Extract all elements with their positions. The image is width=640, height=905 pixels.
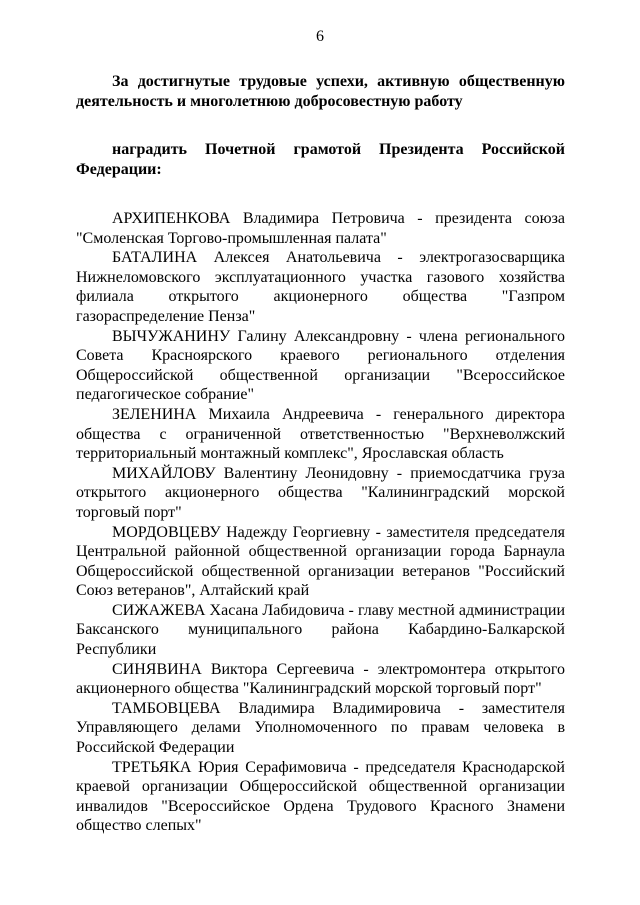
- awardee-entry: АРХИПЕНКОВА Владимира Петровича - президента союза "Смоленская Торгово-промышленная палата": [76, 210, 565, 247]
- awardee-list: [76, 209, 565, 836]
- awardee-entry: БАТАЛИНА Алексея Анатольевича - электрогазосварщика Нижнеломовского эксплуатационного участка газового хозяйства филиала открытого акционерного общества "Газпром газораспределение Пенза": [76, 249, 565, 325]
- intro-paragraph: За достигнутые трудовые успехи, активную общественную деятельность и многолетнюю добросовестную работу: [76, 73, 565, 110]
- awardee-entry: ВЫЧУЖАНИНУ Галину Александровну - члена регионального Совета Красноярского краевого регионального отделения Общероссийской общественной организации "Всероссийское педагогическое собрание": [76, 327, 565, 404]
- awardee-entry: МИХАЙЛОВУ Валентину Леонидовну - приемосдатчика груза открытого акционерного общества "Калининградский морской торговый порт": [76, 464, 565, 521]
- awardee-entry: ЗЕЛЕНИНА Михаила Андреевича - генерального директора общества с ограниченной ответственностью "Верхневолжский территориальный монтажный комплекс", Ярославская область: [76, 405, 565, 463]
- awardee-entry: МОРДОВЦЕВУ Надежду Георгиевну - заместителя председателя Центральной районной общественной организации города Барнаула Общероссийской общественной организации ветеранов "Российский Союз ветеранов", Алтайский край: [76, 523, 565, 600]
- award-paragraph: наградить Почетной грамотой Президента Российской Федерации:: [76, 141, 565, 178]
- awardee-entry: ТРЕТЬЯКА Юрия Серафимовича - председателя Краснодарской краевой организации Общероссийской общественной организации инвалидов "Всероссийское Ордена Трудового Красного Знамени общество слепых": [76, 758, 565, 835]
- awardee-entry: СИНЯВИНА Виктора Сергеевича - электромонтера открытого акционерного общества "Калининградский морской торговый порт": [76, 660, 565, 698]
- page-number: 6: [316, 28, 324, 45]
- document-body: [76, 72, 565, 836]
- awardee-entry: ТАМБОВЦЕВА Владимира Владимировича - заместителя Управляющего делами Уполномоченного по правам человека в Российской Федерации: [76, 699, 565, 757]
- awardee-entry: СИЖАЖЕВА Хасана Лабидовича - главу местной администрации Баксанского муниципального района Кабардино-Балкарской Республики: [76, 601, 565, 659]
